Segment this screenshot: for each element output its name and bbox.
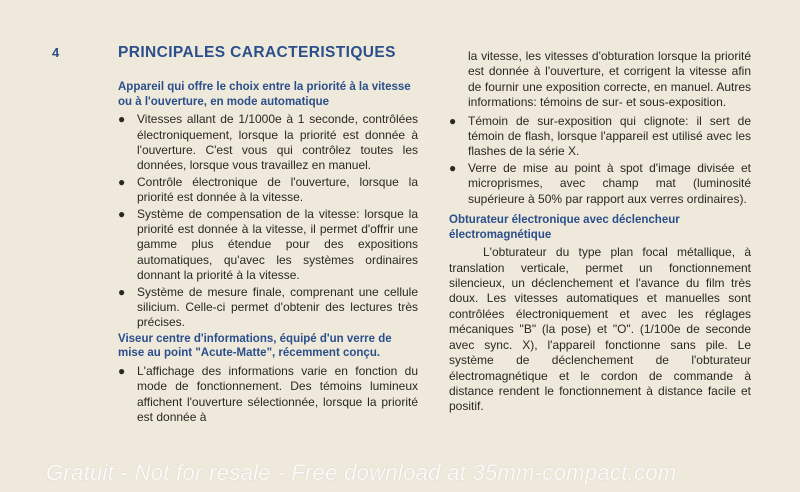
bullet-icon: ● — [449, 113, 457, 128]
bullet-text: Témoin de sur-exposition qui clignote: il sert de témoin de flash, lorsque l'appareil est utilisé avec les flashes de la série X. — [468, 113, 751, 159]
section-heading-camera-modes: Appareil qui offre le choix entre la priorité à la vitesse ou à l'ouverture, en mode automatique — [118, 81, 411, 108]
bullet-icon: ● — [118, 206, 126, 221]
bullet-icon: ● — [118, 284, 126, 299]
page-number: 4 — [52, 45, 60, 60]
section-heading-viewfinder: Viseur centre d'informations, équipé d'un verre de mise au point "Acute-Matte", récemment conçu. — [118, 332, 392, 360]
right-column — [449, 49, 751, 415]
bullet-icon: ● — [118, 364, 126, 379]
bullet-item — [118, 207, 418, 284]
bullet-text: Verre de mise au point à spot d'image divisée et microprismes, avec champ mat (luminosité supérieure à 50% par rapport aux verres ordinaires). — [468, 160, 751, 206]
bullet-icon: ● — [118, 112, 126, 127]
bullet-item — [449, 161, 751, 207]
bullet-item — [118, 285, 418, 331]
bullet-item — [449, 114, 751, 160]
section-heading-shutter: Obturateur électronique avec déclencheur électromagnétique — [449, 214, 680, 241]
bullet-text: Système de mesure finale, comprenant une cellule silicium. Celle-ci permet d'obtenir des lectures très précises. — [137, 284, 418, 330]
page-title: PRINCIPALES CARACTERISTIQUES — [118, 44, 396, 61]
bullet-item — [118, 175, 418, 206]
bullet-icon: ● — [118, 174, 126, 189]
bullet-icon: ● — [449, 160, 457, 175]
bullet-text: L'affichage des informations varie en fonction du mode de fonctionnement. Des témoins lumineux affichent l'ouverture sélectionnée, lorsque la priorité est donnée à — [137, 364, 418, 425]
left-column — [118, 80, 418, 427]
bullet-text: Vitesses allant de 1/1000e à 1 seconde, contrôlées électroniquement, lorsque la priorité est donnée à l'ouverture. C'est vous qui contrôlez toutes les données, lorsque vous travaillez en manuel. — [137, 112, 418, 173]
shutter-paragraph: L'obturateur du type plan focal métallique, à translation verticale, permet un fonctionnement silencieux, un déclenchement et l'avance du film très doux. Les vitesses automatiques et manuelles sont contrôlées électroniquement et avec les réglages mécaniques "B" (la pose) et "O". (1/100e de seconde avec sync. X), l'appareil fonctionne sans pile. Le système de déclenchement de l'obturateur électromagnétique et le cordon de commande à distance rendent le fonctionnement à distance facile et positif. — [449, 245, 751, 414]
continuation-text: la vitesse, les vitesses d'obturation lorsque la priorité est donnée à l'ouverture, et corrigent la vitesse afin de fournir une exposition correcte, en manuel. Autres informations: témoins de sur- et sous-exposition. — [468, 49, 751, 110]
bullet-item — [118, 364, 418, 426]
watermark-text: Gratuit - Not for resale - Free download at 35mm-compact.com — [46, 460, 677, 485]
bullet-text: Système de compensation de la vitesse: lorsque la priorité est donnée à la vitesse, il permet d'offrir une gamme plus étendue pour des expositions automatiques, qu'avec les systèmes ordinaires donnant la priorité à la vitesse. — [137, 206, 418, 283]
bullet-text: Contrôle électronique de l'ouverture, lorsque la priorité est donnée à la vitesse. — [137, 174, 418, 205]
bullet-item — [118, 112, 418, 174]
